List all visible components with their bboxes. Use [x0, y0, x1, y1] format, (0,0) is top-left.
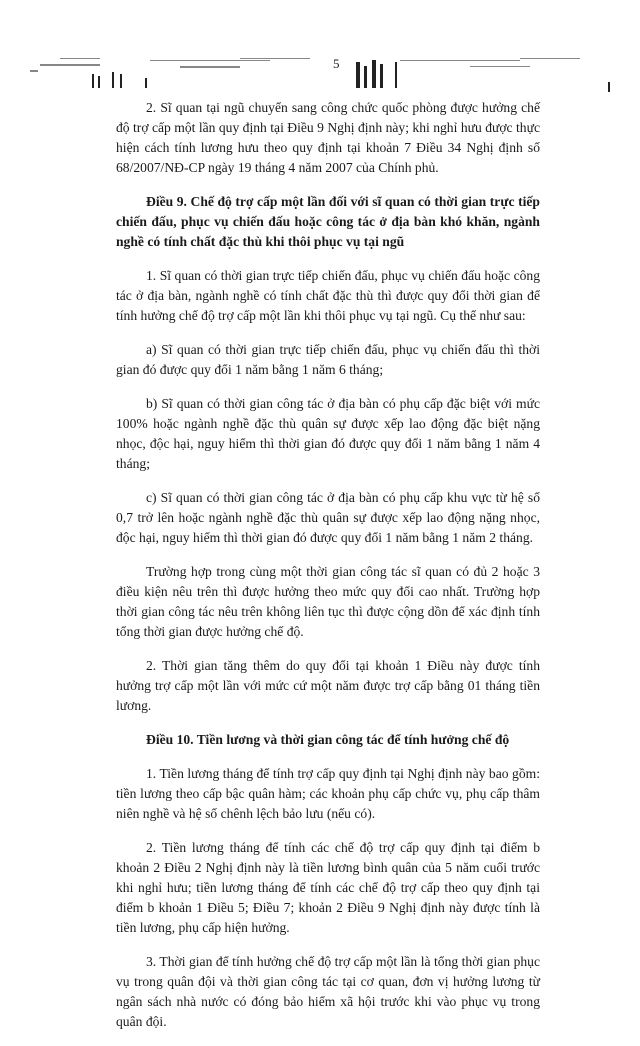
- paragraph: 2. Sĩ quan tại ngũ chuyển sang công chức quốc phòng được hưởng chế độ trợ cấp một lần quy định tại Điều 9 Nghị định này; khi nghỉ hưu được thực hiện cách tính lương hưu theo quy định tại khoản 7 Điều 34 Nghị định số 68/2007/NĐ-CP ngày 19 tháng 4 năm 2007 của Chính phủ.: [116, 100, 540, 175]
- paragraph: c) Sĩ quan có thời gian công tác ở địa bàn có phụ cấp khu vực từ hệ số 0,7 trở lên hoặc ngành nghề đặc thù quân sự được xếp lao động nặng nhọc, độc hại, nguy hiểm thì thời gian đó được quy đổi 1 năm bằng 1 năm 2 tháng.: [116, 490, 540, 545]
- article-heading: Điều 10. Tiền lương và thời gian công tác để tính hưởng chế độ: [146, 732, 510, 747]
- paragraph: 2. Tiền lương tháng để tính các chế độ trợ cấp quy định tại điểm b khoản 2 Điều 2 Nghị định này là tiền lương bình quân của 5 năm cuối trước khi nghỉ hưu; tiền lương tháng để tính các chế độ trợ cấp theo quy định tại điểm b khoản 1 Điều 5; Điều 7; khoản 2 Điều 9 Nghị định này được tính là tiền lương, phụ cấp hiện hưởng.: [116, 840, 540, 935]
- paragraph: b) Sĩ quan có thời gian công tác ở địa bàn có phụ cấp đặc biệt với mức 100% hoặc ngành nghề đặc thù quân sự được xếp lao động đặc biệt nặng nhọc, độc hại, nguy hiểm thì thời gian đó được quy đổi 1 năm bằng 1 năm 4 tháng;: [116, 396, 540, 471]
- scan-artifact-top: [0, 52, 640, 92]
- page-number: 5: [333, 56, 340, 71]
- paragraph: Trường hợp trong cùng một thời gian công tác sĩ quan có đủ 2 hoặc 3 điều kiện nêu trên thì được hưởng theo mức quy đổi cao nhất. Trường hợp thời gian công tác nêu trên không liên tục thì được cộng dồn để xác định tính tổng thời gian được hưởng chế độ.: [116, 564, 540, 639]
- paragraph: 1. Tiền lương tháng để tính trợ cấp quy định tại Nghị định này bao gồm: tiền lương theo cấp bậc quân hàm; các khoản phụ cấp chức vụ, phụ cấp thâm niên nghề và hệ số chênh lệch bảo lưu (nếu có).: [116, 766, 540, 821]
- paragraph: 2. Thời gian tăng thêm do quy đổi tại khoản 1 Điều này được tính hưởng trợ cấp một lần với mức cứ một năm được trợ cấp bằng 01 tháng tiền lương.: [116, 658, 540, 713]
- paragraph: 3. Thời gian để tính hưởng chế độ trợ cấp một lần là tổng thời gian phục vụ trong quân đội và thời gian công tác tại cơ quan, đơn vị hưởng lương từ ngân sách nhà nước có đóng bảo hiểm xã hội trước khi vào phục vụ trong quân đội.: [116, 954, 540, 1029]
- document-body: [116, 98, 540, 1046]
- article-heading: Điều 9. Chế độ trợ cấp một lần đối với sĩ quan có thời gian trực tiếp chiến đấu, phục vụ chiến đấu hoặc công tác ở địa bàn khó khăn, ngành nghề có tính chất đặc thù khi thôi phục vụ tại ngũ: [116, 194, 540, 249]
- paragraph: 1. Sĩ quan có thời gian trực tiếp chiến đấu, phục vụ chiến đấu hoặc công tác ở địa bàn, ngành nghề có tính chất đặc thù thì được quy đổi thời gian để tính hưởng chế độ trợ cấp một lần khi thôi phục vụ tại ngũ. Cụ thể như sau:: [116, 268, 540, 323]
- paragraph: a) Sĩ quan có thời gian trực tiếp chiến đấu, phục vụ chiến đấu thì thời gian đó được quy đổi 1 năm bằng 1 năm 6 tháng;: [116, 342, 540, 377]
